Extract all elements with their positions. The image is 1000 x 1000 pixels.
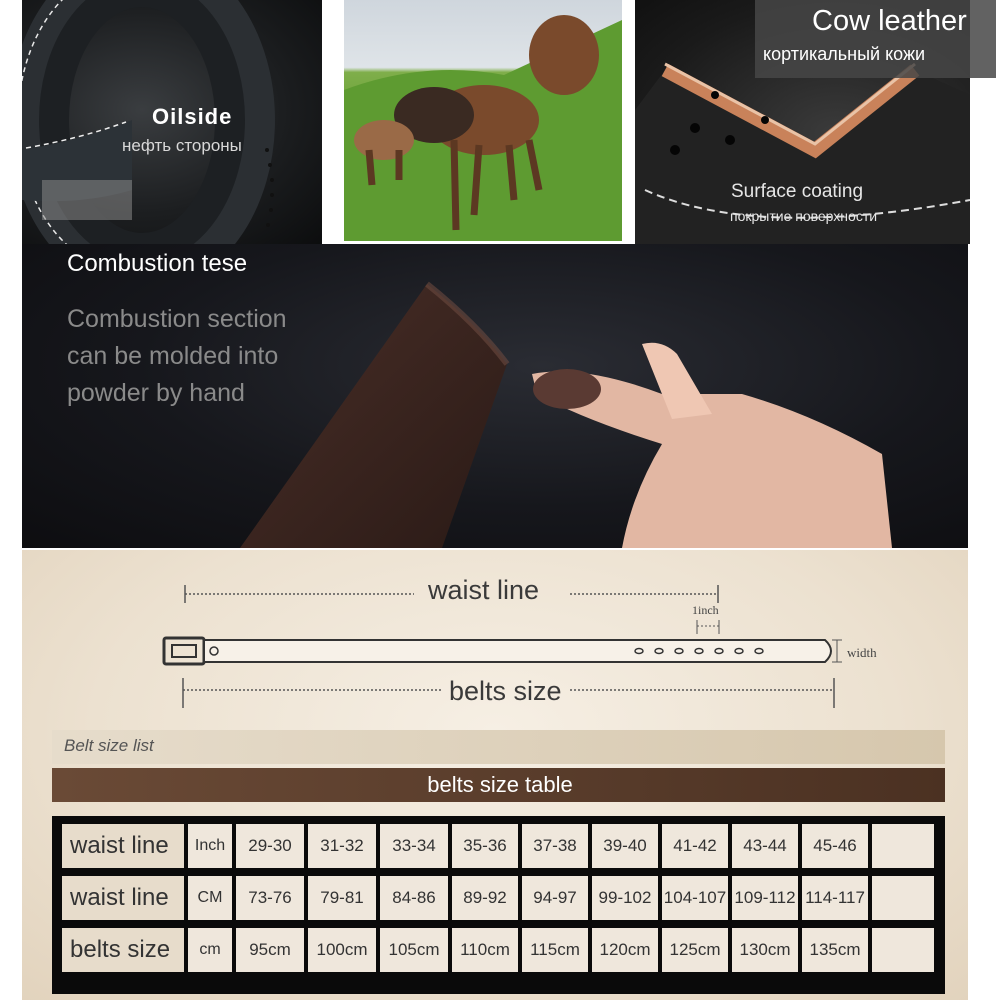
table-cell: 89-92 — [452, 876, 518, 920]
table-cell: 114-117 — [802, 876, 868, 920]
oilside-subtitle: нефть стороны — [122, 136, 242, 155]
table-cell: 29-30 — [236, 824, 304, 868]
table-cell — [872, 824, 934, 868]
unit-cell: CM — [188, 876, 232, 920]
table-cell: 120cm — [592, 928, 658, 972]
table-cell: 39-40 — [592, 824, 658, 868]
table-cell: 31-32 — [308, 824, 376, 868]
table-cell: 135cm — [802, 928, 868, 972]
cow-leather-title: Cow leather — [812, 5, 967, 37]
table-cell: 79-81 — [308, 876, 376, 920]
table-cell: 37-38 — [522, 824, 588, 868]
row-header: waist line — [62, 824, 184, 868]
cow-leather-subtitle: кортикальный кожи — [763, 44, 926, 64]
table-cell: 125cm — [662, 928, 728, 972]
table-cell: 43-44 — [732, 824, 798, 868]
combustion-text-line-3: powder by hand — [67, 379, 245, 407]
row-header: belts size — [62, 928, 184, 972]
table-cell: 95cm — [236, 928, 304, 972]
waist-line-label: waist line — [428, 575, 540, 605]
surface-coating-subtitle: покрытие поверхности — [730, 208, 878, 224]
table-cell: 104-107 — [662, 876, 728, 920]
cattle-graphic — [344, 0, 622, 241]
table-title: belts size table — [427, 772, 573, 797]
table-cell: 41-42 — [662, 824, 728, 868]
one-inch-label: 1inch — [692, 603, 719, 617]
table-cell: 105cm — [380, 928, 448, 972]
table-cell — [872, 876, 934, 920]
cattle-photo — [344, 0, 622, 241]
table-cell: 35-36 — [452, 824, 518, 868]
table-cell: 33-34 — [380, 824, 448, 868]
table-cell: 110cm — [452, 928, 518, 972]
combustion-text-line-2: can be molded into — [67, 342, 279, 370]
width-label: width — [847, 645, 877, 660]
belt-size-list-label: Belt size list — [64, 736, 154, 755]
surface-coating-title: Surface coating — [731, 181, 864, 202]
table-cell: 73-76 — [236, 876, 304, 920]
table-cell: 45-46 — [802, 824, 868, 868]
table-cell: 109-112 — [732, 876, 798, 920]
belt-size-table — [52, 816, 945, 994]
unit-cell: Inch — [188, 824, 232, 868]
combustion-text-line-1: Combustion section — [67, 305, 287, 333]
table-cell: 115cm — [522, 928, 588, 972]
table-cell: 99-102 — [592, 876, 658, 920]
belt-size-list-bar — [52, 730, 945, 764]
table-cell: 94-97 — [522, 876, 588, 920]
table-cell: 84-86 — [380, 876, 448, 920]
unit-cell: cm — [188, 928, 232, 972]
table-cell: 100cm — [308, 928, 376, 972]
belts-size-label: belts size — [449, 676, 562, 706]
combustion-heading: Combustion tese — [67, 250, 248, 277]
row-header: waist line — [62, 876, 184, 920]
table-cell: 130cm — [732, 928, 798, 972]
table-cell — [872, 928, 934, 972]
oilside-title: Oilside — [152, 104, 233, 129]
